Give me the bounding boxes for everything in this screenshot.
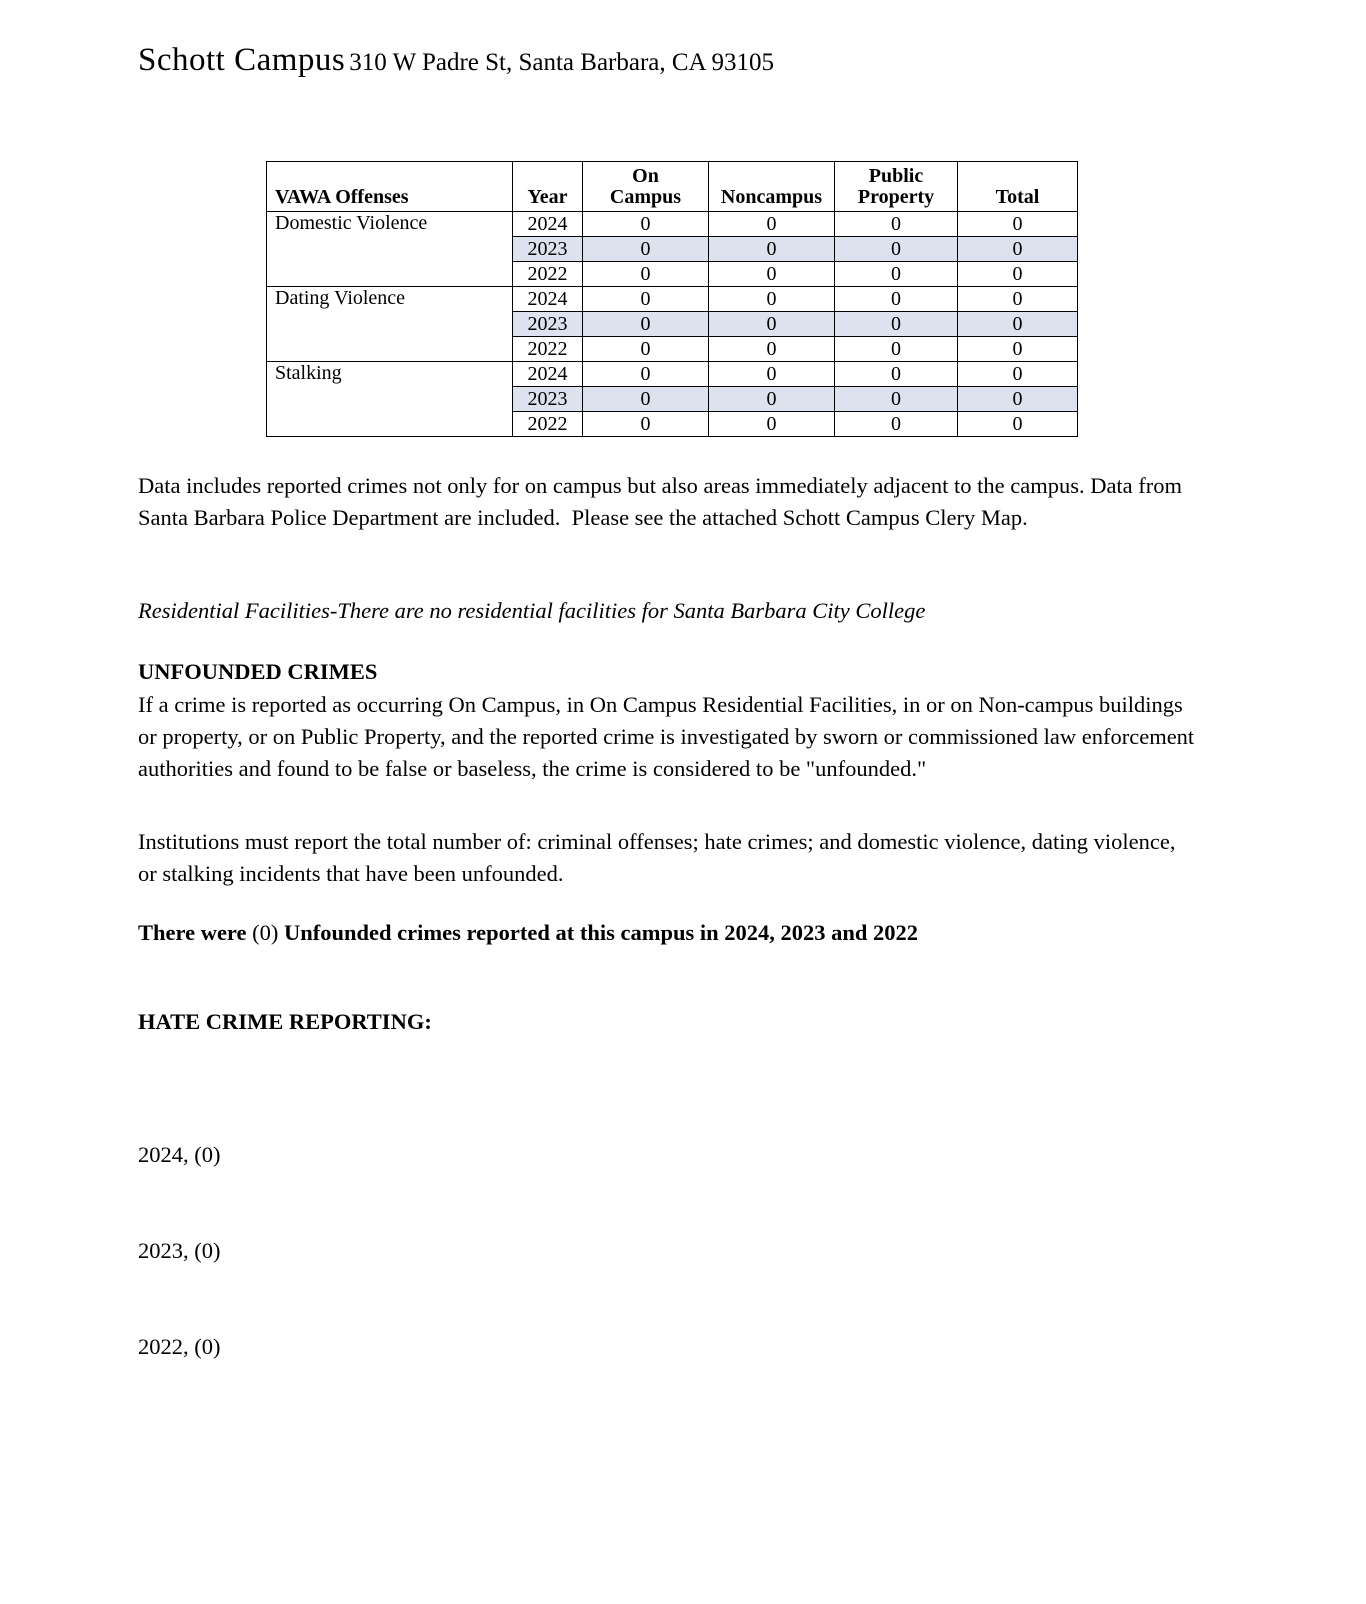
year-cell: 2024 bbox=[513, 362, 583, 387]
on-campus-cell: 0 bbox=[583, 337, 709, 362]
noncampus-cell: 0 bbox=[709, 362, 835, 387]
year-cell: 2022 bbox=[513, 262, 583, 287]
header-year: Year bbox=[513, 162, 583, 212]
table-header-row bbox=[267, 162, 1078, 212]
institutions-paragraph: Institutions must report the total number of: criminal offenses; hate crimes; and domestic violence, dating violence, or stalking incidents that have been unfounded. bbox=[138, 829, 1182, 886]
table-header bbox=[267, 162, 1078, 212]
year-cell: 2022 bbox=[513, 337, 583, 362]
unfounded-summary-line bbox=[138, 917, 1196, 949]
header-vawa-offenses: VAWA Offenses bbox=[267, 162, 513, 212]
public-property-cell: 0 bbox=[835, 262, 958, 287]
noncampus-cell: 0 bbox=[709, 262, 835, 287]
total-cell: 0 bbox=[958, 287, 1078, 312]
header-on-campus: On Campus bbox=[583, 162, 709, 212]
campus-address: 310 W Padre St, Santa Barbara, CA 93105 bbox=[349, 49, 774, 76]
unfounded-definition-paragraph: If a crime is reported as occurring On Campus, in On Campus Residential Facilities, in or on Non-campus buildings or property, or on Public Property, and the reported crime is investigated by sworn or commissioned law enforcement authorities and found to be false or baseless, the crime is considered to be "unfounded." bbox=[138, 692, 1200, 781]
noncampus-cell: 0 bbox=[709, 412, 835, 437]
noncampus-cell: 0 bbox=[709, 287, 835, 312]
table-row bbox=[267, 287, 1078, 312]
table-body bbox=[267, 212, 1078, 437]
year-cell: 2024 bbox=[513, 212, 583, 237]
year-cell: 2023 bbox=[513, 387, 583, 412]
on-campus-cell: 0 bbox=[583, 387, 709, 412]
offense-stalking: Stalking bbox=[267, 362, 513, 437]
year-cell: 2022 bbox=[513, 412, 583, 437]
hate-crime-year-list bbox=[138, 1075, 1196, 1427]
summary-suffix: Unfounded crimes reported at this campus in 2024, 2023 and 2022 bbox=[278, 920, 919, 945]
vawa-offenses-table bbox=[266, 161, 1078, 437]
public-property-cell: 0 bbox=[835, 387, 958, 412]
hate-crime-year-2024: 2024, (0) bbox=[138, 1142, 221, 1167]
public-property-cell: 0 bbox=[835, 287, 958, 312]
on-campus-cell: 0 bbox=[583, 262, 709, 287]
document-header bbox=[138, 42, 1366, 79]
on-campus-cell: 0 bbox=[583, 312, 709, 337]
header-noncampus: Noncampus bbox=[709, 162, 835, 212]
noncampus-cell: 0 bbox=[709, 237, 835, 262]
table-row bbox=[267, 212, 1078, 237]
public-property-cell: 0 bbox=[835, 312, 958, 337]
total-cell: 0 bbox=[958, 262, 1078, 287]
header-total: Total bbox=[958, 162, 1078, 212]
on-campus-cell: 0 bbox=[583, 412, 709, 437]
unfounded-crimes-heading: UNFOUNDED CRIMES bbox=[138, 659, 378, 684]
year-cell: 2023 bbox=[513, 237, 583, 262]
table-row bbox=[267, 362, 1078, 387]
total-cell: 0 bbox=[958, 237, 1078, 262]
offense-dating-violence: Dating Violence bbox=[267, 287, 513, 362]
hate-crime-year-2022: 2022, (0) bbox=[138, 1334, 221, 1359]
total-cell: 0 bbox=[958, 337, 1078, 362]
year-cell: 2024 bbox=[513, 287, 583, 312]
offense-domestic-violence: Domestic Violence bbox=[267, 212, 513, 287]
summary-zero-count: (0) bbox=[252, 920, 279, 945]
public-property-cell: 0 bbox=[835, 212, 958, 237]
on-campus-cell: 0 bbox=[583, 212, 709, 237]
total-cell: 0 bbox=[958, 362, 1078, 387]
on-campus-cell: 0 bbox=[583, 362, 709, 387]
noncampus-cell: 0 bbox=[709, 337, 835, 362]
total-cell: 0 bbox=[958, 387, 1078, 412]
data-note-paragraph: Data includes reported crimes not only for on campus but also areas immediately adjacent to the campus. Data from Santa Barbara Police Department are included. Please see the attached Schott Campus Clery Map. bbox=[138, 473, 1188, 530]
noncampus-cell: 0 bbox=[709, 387, 835, 412]
on-campus-cell: 0 bbox=[583, 287, 709, 312]
hate-crime-year-2023: 2023, (0) bbox=[138, 1238, 221, 1263]
residential-facilities-note: Residential Facilities-There are no residential facilities for Santa Barbara City College bbox=[138, 598, 926, 623]
public-property-cell: 0 bbox=[835, 237, 958, 262]
total-cell: 0 bbox=[958, 412, 1078, 437]
noncampus-cell: 0 bbox=[709, 312, 835, 337]
year-cell: 2023 bbox=[513, 312, 583, 337]
on-campus-cell: 0 bbox=[583, 237, 709, 262]
public-property-cell: 0 bbox=[835, 362, 958, 387]
hate-crime-heading: HATE CRIME REPORTING: bbox=[138, 1009, 432, 1034]
noncampus-cell: 0 bbox=[709, 212, 835, 237]
header-public-property: Public Property bbox=[835, 162, 958, 212]
total-cell: 0 bbox=[958, 312, 1078, 337]
campus-title: Schott Campus bbox=[138, 42, 346, 78]
public-property-cell: 0 bbox=[835, 337, 958, 362]
total-cell: 0 bbox=[958, 212, 1078, 237]
public-property-cell: 0 bbox=[835, 412, 958, 437]
summary-prefix: There were bbox=[138, 920, 253, 945]
